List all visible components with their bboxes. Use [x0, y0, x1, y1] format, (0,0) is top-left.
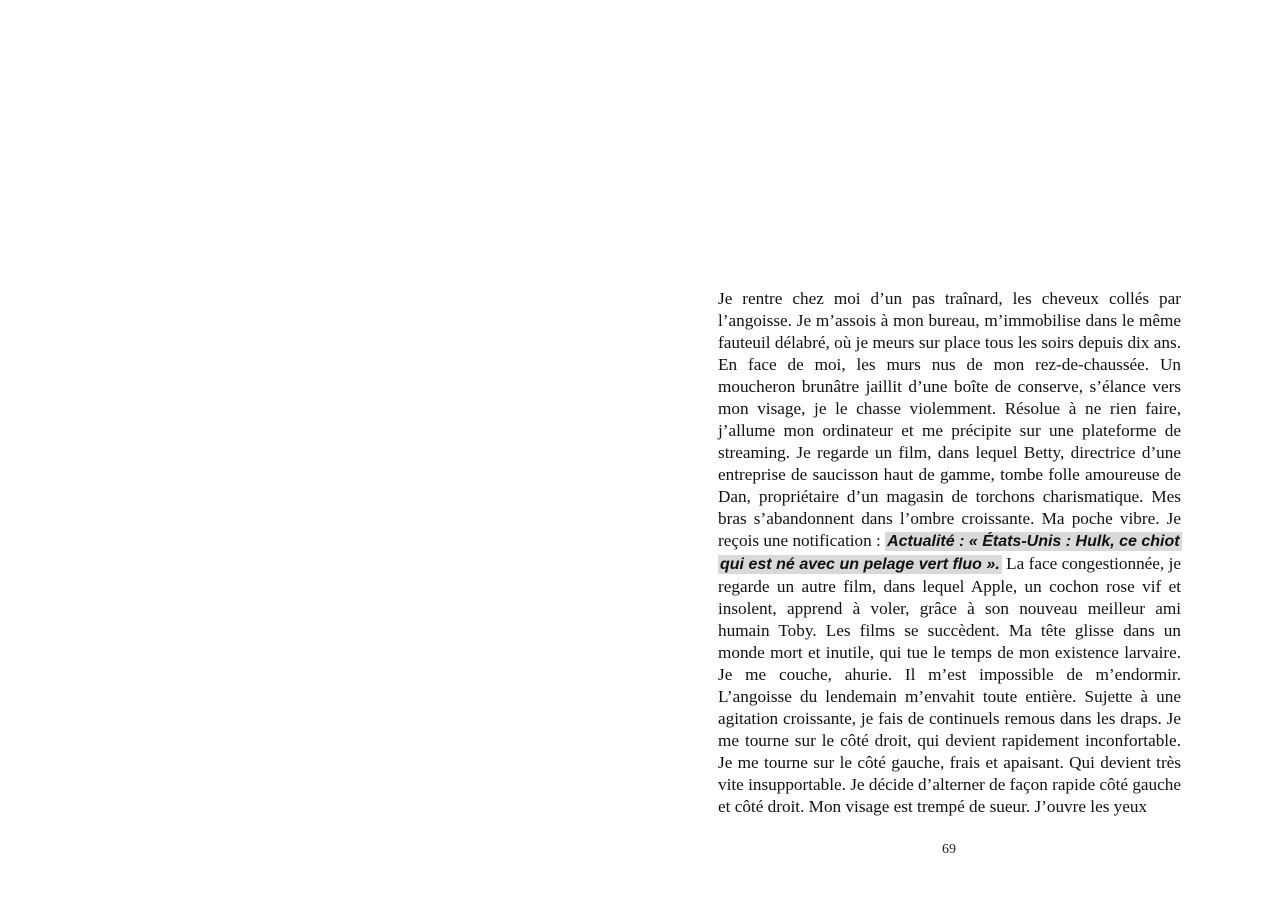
body-text-before-notification: Je rentre chez moi d’un pas traînard, les cheveux collés par l’angoisse. Je m’assois à mon bureau, m’immobilise dans le même fauteuil délabré, où je meurs sur place tous les soirs depuis dix ans. En face de moi, les murs nus de mon rez-de-chaussée. Un moucheron brunâtre jaillit d’une boîte de conserve, s’élance vers mon visage, je le chasse violemment. Résolue à ne rien faire, j’allume mon ordinateur et me précipite sur une plateforme de streaming. Je regarde un film, dans lequel Betty, directrice d’une entreprise de saucisson haut de gamme, tombe folle amoureuse de Dan, propriétaire d’un magasin de torchons charismatique. Mes bras s’abandonnent dans l’ombre croissante. Ma poche vibre. Je reçois une notification : [718, 289, 1181, 550]
notification-highlight: Actualité : « États-Unis : Hulk, ce chiot qui est né avec un pelage vert fluo ». [720, 533, 1180, 573]
body-paragraph [718, 288, 1181, 818]
right-page [638, 0, 1276, 912]
page-number: 69 [942, 842, 956, 857]
body-text-after-notification: La face congestionnée, je regarde un autre film, dans lequel Apple, un cochon rose vif et insolent, apprend à voler, grâce à son nouveau meilleur ami humain Toby. Les films se succèdent. Ma tête glisse dans un monde mort et inutile, qui tue le temps de mon existence larvaire. Je me couche, ahurie. Il m’est impossible de m’endormir. L’angoisse du lendemain m’envahit toute entière. Sujette à une agitation croissante, je fais de continuels remous dans les draps. Je me tourne sur le côté droit, qui devient rapidement inconfortable. Je me tourne sur le côté gauche, frais et apaisant. Qui devient très vite insupportable. Je décide d’alterner de façon rapide côté gauche et côté droit. Mon visage est trempé de sueur. J’ouvre les yeux [718, 554, 1181, 816]
